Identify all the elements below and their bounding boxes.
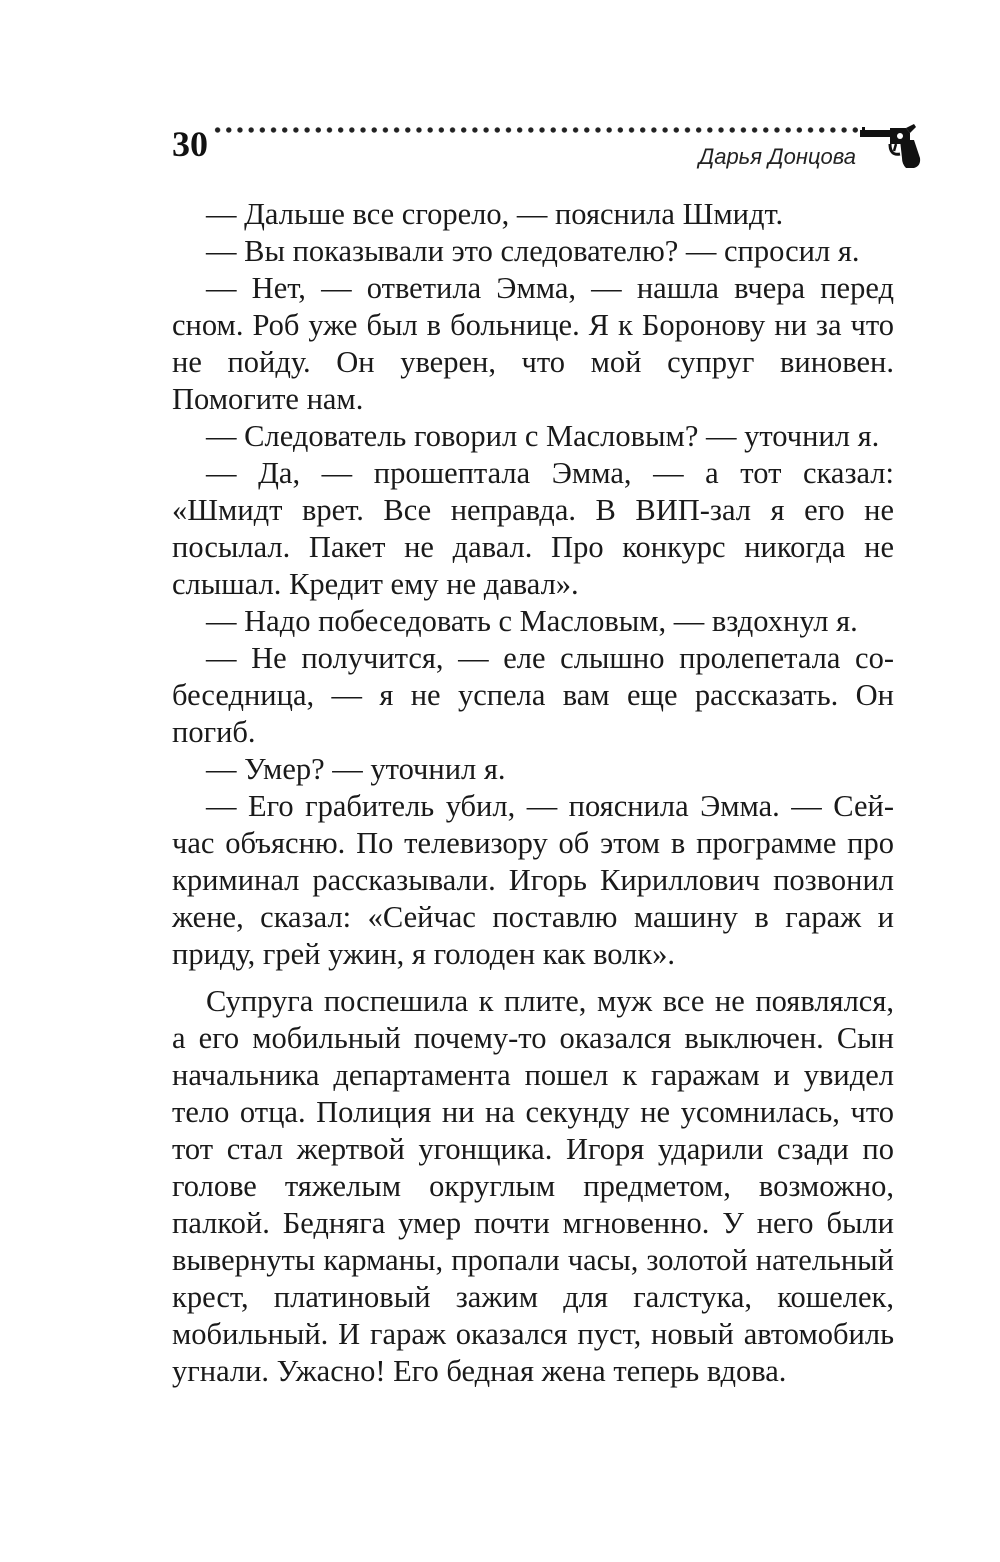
- paragraph: — Да, — прошептала Эмма, — а тот сказал: «Шмидт врет. Все неправда. В ВИП-зал я его не посылал. Пакет не давал. Про конкурс никогда не слышал. Кредит ему не давал».: [172, 456, 894, 601]
- paragraph: — Его грабитель убил, — пояснила Эмма. — Сейчас объясню. По телевизору об этом в программе про криминал рассказывали. Игорь Кириллович позвонил жене, сказал: «Сейчас поставлю машину в гараж и приду, грей ужин, я голоден как волк».: [172, 789, 894, 971]
- paragraph: — Не получится, — еле слышно пролепетала собеседница, — я не успела вам еще рассказать. Он погиб.: [172, 641, 894, 749]
- paragraph: — Дальше все сгорело, — пояснила Шмидт.: [206, 197, 784, 231]
- dotted-rule: [212, 126, 862, 134]
- paragraph: — Нет, — ответила Эмма, — нашла вчера перед сном. Роб уже был в больнице. Я к Боронову ни за что не пойду. Он уверен, что мой супруг виновен. Помогите нам.: [172, 271, 894, 416]
- paragraph: — Надо побеседовать с Масловым, — вздохнул я.: [206, 604, 858, 638]
- paragraph: — Следователь говорил с Масловым? — уточнил я.: [206, 419, 880, 453]
- paragraph: Супруга поспешила к плите, муж все не появлялся, а его мобильный почему-то оказался выключен. Сын начальника департамента пошел к гаражам и увидел тело отца. Полиция ни на секунду не усомнилась, что тот стал жертвой угонщика. Игоря ударили сзади по голове тяжелым округлым предметом, возможно, палкой. Бедняга умер почти мгновенно. У него были вывернуты карманы, пропали часы, золотой нательный крест, платиновый зажим для галстука, кошелек, мобильный. И гараж оказался пуст, новый автомобиль угнали. Ужасно! Его бедная жена теперь вдова.: [172, 984, 894, 1388]
- page-number: 30: [172, 124, 208, 164]
- body-text: [172, 196, 894, 1390]
- author-name: Дарья Донцова: [698, 144, 856, 169]
- paragraph: — Умер? — уточнил я.: [206, 752, 506, 786]
- revolver-icon: [860, 124, 922, 170]
- paragraph: — Вы показывали это следователю? — спросил я.: [206, 234, 860, 268]
- running-header: [172, 118, 922, 198]
